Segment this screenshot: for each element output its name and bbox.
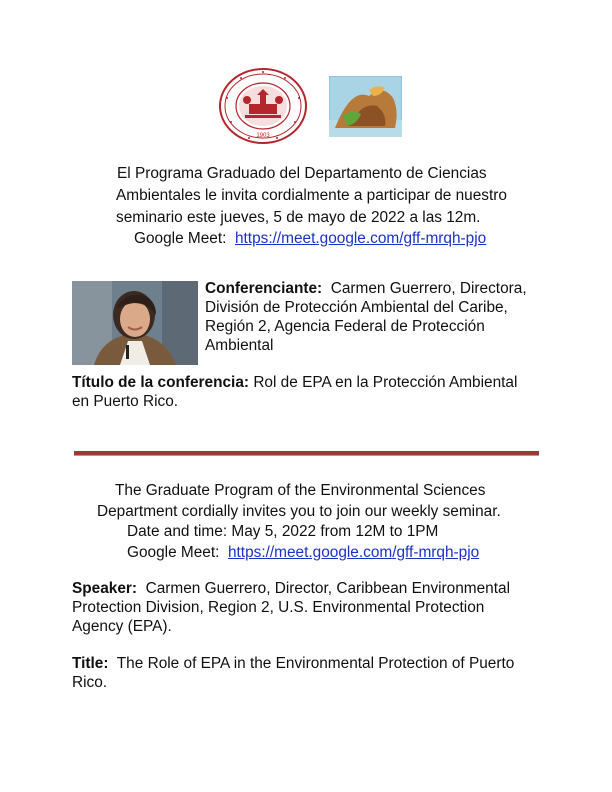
english-speaker-label: Speaker: — [72, 580, 138, 597]
spanish-meet-row — [134, 229, 486, 249]
english-meet-row — [127, 543, 479, 563]
section-divider — [74, 451, 539, 455]
english-intro-line-2: Department cordially invites you to join our weekly seminar. — [97, 503, 501, 520]
english-speaker-text-1: Carmen Guerrero, Director, Caribbean Environmental — [145, 580, 510, 597]
spanish-intro-line-1: El Programa Graduado del Departamento de Ciencias — [117, 165, 487, 182]
english-speaker-line-2: Protection Division, Region 2, U.S. Environmental Protection — [72, 599, 485, 616]
spanish-speaker-text-1: Carmen Guerrero, Directora, — [330, 280, 527, 297]
english-title-line-1 — [72, 654, 514, 674]
spanish-meet-link[interactable]: https://meet.google.com/gff-mrqh-pjo — [234, 230, 487, 247]
university-seal-logo — [219, 68, 307, 144]
english-speaker-line-1 — [72, 579, 510, 599]
seal-year: 1903 — [256, 133, 270, 139]
spanish-intro-line-2: Ambientales le invita cordialmente a participar de nuestro — [116, 187, 507, 204]
spanish-speaker-line-3: Región 2, Agencia Federal de Protección — [205, 318, 485, 335]
environmental-sciences-logo — [329, 76, 402, 137]
speaker-photo — [72, 281, 198, 365]
spanish-speaker-label: Conferenciante: — [205, 280, 323, 297]
english-meet-label: Google Meet: — [127, 544, 220, 561]
spanish-title-label: Título de la conferencia: — [72, 374, 250, 391]
spanish-meet-label: Google Meet: — [134, 230, 227, 247]
english-intro-line-3: Date and time: May 5, 2022 from 12M to 1PM — [127, 523, 439, 540]
spanish-intro-line-3: seminario este jueves, 5 de mayo de 2022 a las 12m. — [116, 209, 481, 226]
spanish-title-line-2: en Puerto Rico. — [72, 393, 179, 410]
english-speaker-line-3: Agency (EPA). — [72, 618, 172, 635]
spanish-speaker-line-4: Ambiental — [205, 337, 274, 354]
spanish-title-line-1 — [72, 373, 517, 393]
spanish-title-text-1: Rol de EPA en la Protección Ambiental — [253, 374, 518, 391]
spanish-speaker-line-2: División de Protección Ambiental del Caribe, — [205, 299, 508, 316]
english-title-label: Title: — [72, 655, 109, 672]
english-meet-link[interactable]: https://meet.google.com/gff-mrqh-pjo — [227, 544, 480, 561]
english-title-text-1: The Role of EPA in the Environmental Protection of Puerto — [116, 655, 515, 672]
spanish-speaker-line-1 — [205, 279, 527, 299]
english-intro-line-1: The Graduate Program of the Environmental Sciences — [115, 482, 486, 499]
english-title-line-2: Rico. — [72, 674, 108, 691]
